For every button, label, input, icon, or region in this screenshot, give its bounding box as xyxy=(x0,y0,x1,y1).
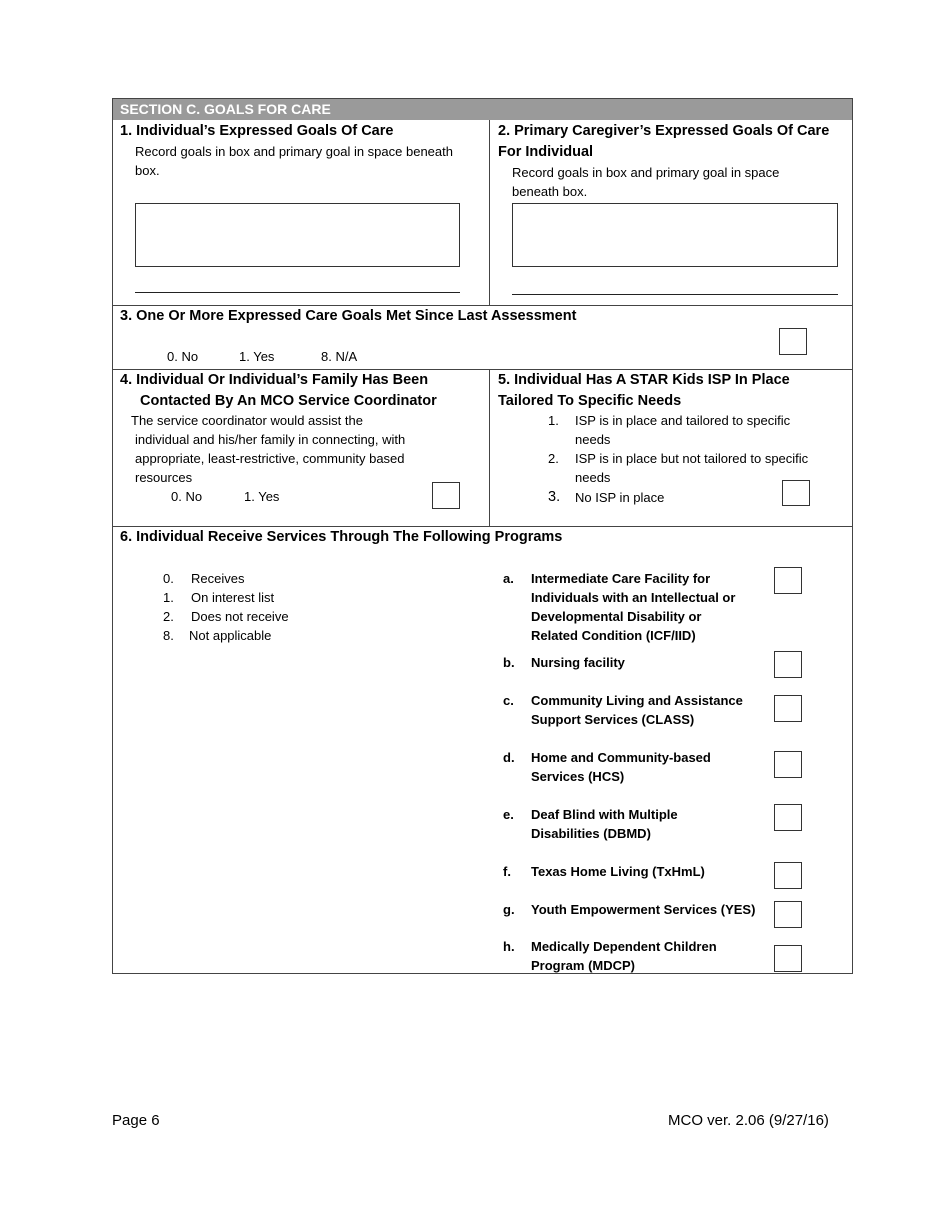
version-label: MCO ver. 2.06 (9/27/16) xyxy=(668,1112,829,1129)
program-letter: g. xyxy=(503,902,515,917)
q1-instructions: box. xyxy=(135,163,160,178)
q4-option-no: 0. No xyxy=(171,489,203,504)
q5-option-number: 3. xyxy=(548,489,561,505)
program-letter: h. xyxy=(503,939,515,954)
program-label: Intermediate Care Facility for xyxy=(531,571,711,586)
q2-title: 2. Primary Caregiver’s Expressed Goals Of Care xyxy=(498,123,830,139)
q4-answer-box[interactable] xyxy=(432,482,460,509)
q5-option-number: 1. xyxy=(548,413,559,428)
program-letter: d. xyxy=(503,750,515,765)
q6-code-number: 8. xyxy=(163,628,174,643)
page-number: Page 6 xyxy=(112,1112,160,1129)
q4-option-yes: 1. Yes xyxy=(244,489,280,504)
q6-code-label: Receives xyxy=(191,571,245,586)
q4-description: individual and his/her family in connecting, with xyxy=(135,432,406,447)
program-label: Program (MDCP) xyxy=(531,958,636,973)
program-label: Medically Dependent Children xyxy=(531,939,717,954)
q3-answer-box[interactable] xyxy=(779,328,807,355)
q1-instructions: Record goals in box and primary goal in space beneath xyxy=(135,144,453,159)
program-letter: b. xyxy=(503,655,515,670)
q5-option-number: 2. xyxy=(548,451,559,466)
q3-option-na: 8. N/A xyxy=(321,349,358,364)
goals-for-care-form xyxy=(112,98,853,974)
q4-description: resources xyxy=(135,470,193,485)
program-label: Nursing facility xyxy=(531,655,625,670)
program-label: Youth Empowerment Services (YES) xyxy=(531,902,756,917)
q3-option-yes: 1. Yes xyxy=(239,349,275,364)
program-label: Disabilities (DBMD) xyxy=(531,826,651,841)
q4-title: 4. Individual Or Individual’s Family Has Been xyxy=(120,372,429,388)
q6-code-number: 1. xyxy=(163,590,174,605)
q6-code-number: 0. xyxy=(163,571,174,586)
program-letter: c. xyxy=(503,693,514,708)
program-label: Individuals with an Intellectual or xyxy=(531,590,736,605)
q2-instructions: beneath box. xyxy=(512,184,588,199)
q2-primary-goal-line[interactable] xyxy=(512,294,838,295)
program-h-answer-box[interactable] xyxy=(774,945,802,972)
q1-title: 1. Individual’s Expressed Goals Of Care xyxy=(120,123,394,139)
q5-answer-box[interactable] xyxy=(782,480,810,506)
column-divider xyxy=(489,120,490,305)
q4-description: The service coordinator would assist the xyxy=(131,413,363,428)
q6-code-label: Does not receive xyxy=(191,609,289,624)
q5-option-label: No ISP in place xyxy=(575,490,665,505)
q1-primary-goal-line[interactable] xyxy=(135,292,460,293)
q3-option-no: 0. No xyxy=(167,349,199,364)
q5-option-label: ISP is in place and tailored to specific xyxy=(575,413,791,428)
q2-goals-box[interactable] xyxy=(512,203,838,267)
program-label: Texas Home Living (TxHmL) xyxy=(531,864,705,879)
program-letter: a. xyxy=(503,571,514,586)
q6-code-number: 2. xyxy=(163,609,174,624)
q5-option-label: needs xyxy=(575,432,611,447)
program-label: Support Services (CLASS) xyxy=(531,712,695,727)
program-label: Related Condition (ICF/IID) xyxy=(531,628,696,643)
q2-instructions: Record goals in box and primary goal in space xyxy=(512,165,780,180)
program-letter: e. xyxy=(503,807,514,822)
program-label: Community Living and Assistance xyxy=(531,693,743,708)
q6-code-label: Not applicable xyxy=(189,628,272,643)
q2-title: For Individual xyxy=(498,144,594,160)
q5-option-label: ISP is in place but not tailored to specific xyxy=(575,451,809,466)
q3-title: 3. One Or More Expressed Care Goals Met Since Last Assessment xyxy=(120,308,577,324)
program-label: Developmental Disability or xyxy=(531,609,702,624)
program-e-answer-box[interactable] xyxy=(774,804,802,831)
q6-code-label: On interest list xyxy=(191,590,275,605)
column-divider xyxy=(489,369,490,526)
program-d-answer-box[interactable] xyxy=(774,751,802,778)
program-b-answer-box[interactable] xyxy=(774,651,802,678)
program-f-answer-box[interactable] xyxy=(774,862,802,889)
section-header: SECTION C. GOALS FOR CARE xyxy=(113,99,852,120)
q4-title: Contacted By An MCO Service Coordinator xyxy=(140,393,437,409)
program-a-answer-box[interactable] xyxy=(774,567,802,594)
q1-goals-box[interactable] xyxy=(135,203,460,267)
q5-option-label: needs xyxy=(575,470,611,485)
program-c-answer-box[interactable] xyxy=(774,695,802,722)
q5-title: Tailored To Specific Needs xyxy=(498,393,682,409)
program-letter: f. xyxy=(503,864,511,879)
q4-description: appropriate, least-restrictive, community based xyxy=(135,451,405,466)
q5-title: 5. Individual Has A STAR Kids ISP In Place xyxy=(498,372,790,388)
program-g-answer-box[interactable] xyxy=(774,901,802,928)
program-label: Home and Community-based xyxy=(531,750,711,765)
q6-title: 6. Individual Receive Services Through The Following Programs xyxy=(120,529,563,545)
program-label: Deaf Blind with Multiple xyxy=(531,807,678,822)
program-label: Services (HCS) xyxy=(531,769,625,784)
